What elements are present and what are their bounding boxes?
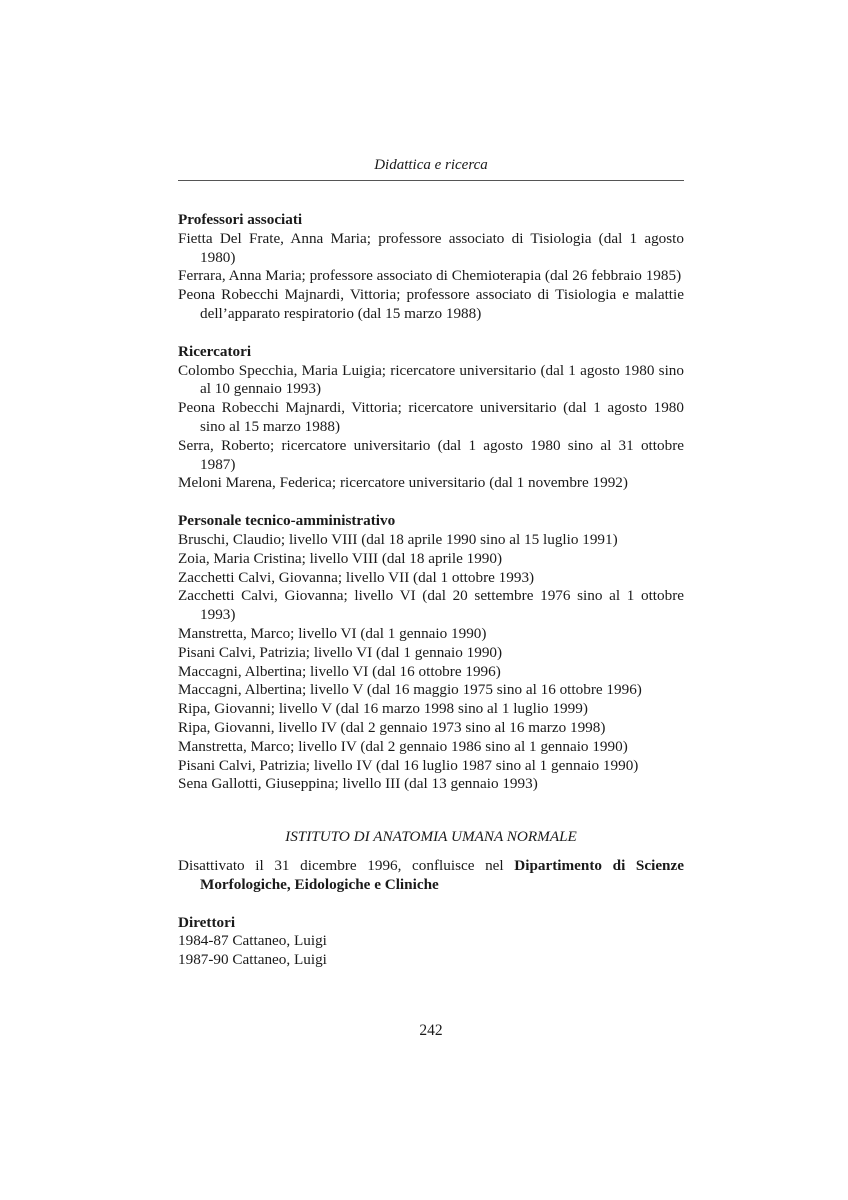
list-item: Zoia, Maria Cristina; livello VIII (dal 18 aprile 1990) [178,549,503,567]
list-item: Peona Robecchi Majnardi, Vittoria; professore associato di Tisiologia e malattie dell’apparato respiratorio (dal 15 marzo 1988) [178,286,684,322]
list-item: Ripa, Giovanni; livello V (dal 16 marzo 1998 sino al 1 luglio 1999) [178,700,588,718]
list-item: Ripa, Giovanni, livello IV (dal 2 gennaio 1973 sino al 16 marzo 1998) [178,718,606,736]
section-professori-associati [178,211,684,324]
spacer [178,794,684,828]
list-item: Serra, Roberto; ricercatore universitario (dal 1 agosto 1980 sino al 31 ottobre 1987) [178,436,684,473]
list-item: Peona Robecchi Majnardi, Vittoria; ricercatore universitario (dal 1 agosto 1980 sino al 15 marzo 1988) [178,399,684,435]
page-number: 242 [419,1022,443,1039]
running-title: Didattica e ricerca [374,157,488,173]
list-item: Sena Gallotti, Giuseppina; livello III (dal 13 gennaio 1993) [178,775,538,793]
list-item: 1987-90 Cattaneo, Luigi [178,951,327,969]
institute-title: ISTITUTO DI ANATOMIA UMANA NORMALE [285,828,577,846]
list-item: Maccagni, Albertina; livello V (dal 16 maggio 1975 sino al 16 ottobre 1996) [178,681,642,699]
spacer [178,324,684,343]
section-title: Personale tecnico-amministrativo [178,512,396,530]
list-item: Meloni Marena, Federica; ricercatore universitario (dal 1 novembre 1992) [178,474,628,492]
list-item: Bruschi, Claudio; livello VIII (dal 18 aprile 1990 sino al 15 luglio 1991) [178,530,618,548]
list-item: Manstretta, Marco; livello VI (dal 1 gennaio 1990) [178,624,487,642]
list-item: Manstretta, Marco; livello IV (dal 2 gennaio 1986 sino al 1 gennaio 1990) [178,737,628,755]
header-rule [178,180,684,181]
section-istituto [178,828,684,970]
section-ricercatori [178,343,684,493]
spacer [178,493,684,512]
list-item: Zacchetti Calvi, Giovanna; livello VII (dal 1 ottobre 1993) [178,568,535,586]
institute-note-text: Disattivato il 31 dicembre 1996, confluisce nel [178,856,515,874]
list-item: Ferrara, Anna Maria; professore associato di Chemioterapia (dal 26 febbraio 1985) [178,267,682,285]
spacer [178,895,684,914]
page-content [178,211,684,970]
list-item: Pisani Calvi, Patrizia; livello IV (dal 16 luglio 1987 sino al 1 gennaio 1990) [178,756,639,774]
section-title: Ricercatori [178,342,252,360]
list-item: 1984-87 Cattaneo, Luigi [178,932,327,950]
list-item: Fietta Del Frate, Anna Maria; professore associato di Tisiologia (dal 1 agosto 1980) [178,229,684,266]
department-name: Dipartimento di Scienze Morfologiche, Eidologiche e Cliniche [200,856,684,893]
list-item: Colombo Specchia, Maria Luigia; ricercatore universitario (dal 1 agosto 1980 sino al 10 gennaio 1993) [178,361,684,398]
section-personale [178,512,684,794]
section-title: Professori associati [178,211,303,228]
list-item: Zacchetti Calvi, Giovanna; livello VI (dal 20 settembre 1976 sino al 1 ottobre 1993) [178,587,684,624]
list-item: Pisani Calvi, Patrizia; livello VI (dal 1 gennaio 1990) [178,643,503,661]
list-item: Maccagni, Albertina; livello VI (dal 16 ottobre 1996) [178,662,501,680]
section-title: Direttori [178,913,236,931]
institute-note [178,857,684,895]
